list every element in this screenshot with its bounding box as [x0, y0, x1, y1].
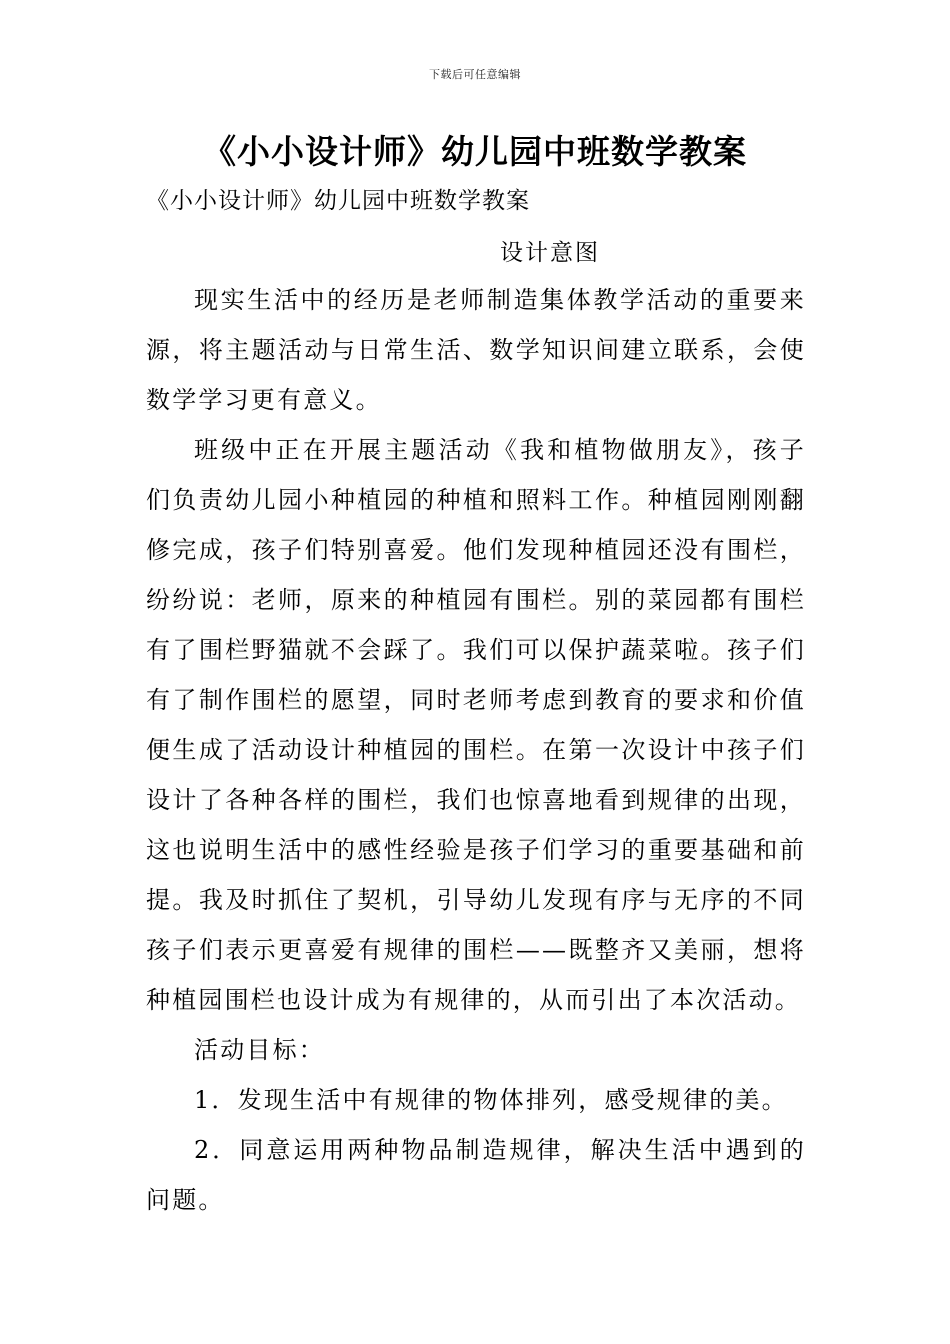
body-text: [146, 275, 806, 1225]
paragraph-background: 班级中正在开展主题活动《我和植物做朋友》，孩子们负责幼儿园小种植园的种植和照料工作。种植园刚刚翻修完成，孩子们特别喜爱。他们发现种植园还没有围栏，纷纷说：老师，原来的种植园有围栏。别的菜园都有围栏有了围栏野猫就不会踩了。我们可以保护蔬菜啦。孩子们有了制作围栏的愿望，同时老师考虑到教育的要求和价值便生成了活动设计种植园的围栏。在第一次设计中孩子们设计了各种各样的围栏，我们也惊喜地看到规律的出现，这也说明生活中的感性经验是孩子们学习的重要基础和前提。我及时抓住了契机，引导幼儿发现有序与无序的不同孩子们表示更喜爱有规律的围栏——既整齐又美丽，想将种植园围栏也设计成为有规律的，从而引出了本次活动。: [146, 436, 806, 1014]
section-title: 设计意图: [500, 240, 600, 266]
paragraph-intro: 现实生活中的经历是老师制造集体教学活动的重要来源，将主题活动与日常生活、数学知识间建立联系，会使数学学习更有意义。: [146, 286, 806, 414]
document-title: 《小小设计师》幼儿园中班数学教案: [203, 132, 747, 171]
paragraph-goal-2: 2．同意运用两种物品制造规律，解决生活中遇到的问题。: [146, 1136, 806, 1214]
paragraph-goal-1: 1．发现生活中有规律的物体排列，感受规律的美。: [194, 1086, 788, 1114]
header-note: 下载后可任意编辑: [429, 68, 521, 81]
document-subtitle: 《小小设计师》幼儿园中班数学教案: [146, 188, 530, 214]
paragraph-goals-heading: 活动目标：: [194, 1036, 325, 1064]
